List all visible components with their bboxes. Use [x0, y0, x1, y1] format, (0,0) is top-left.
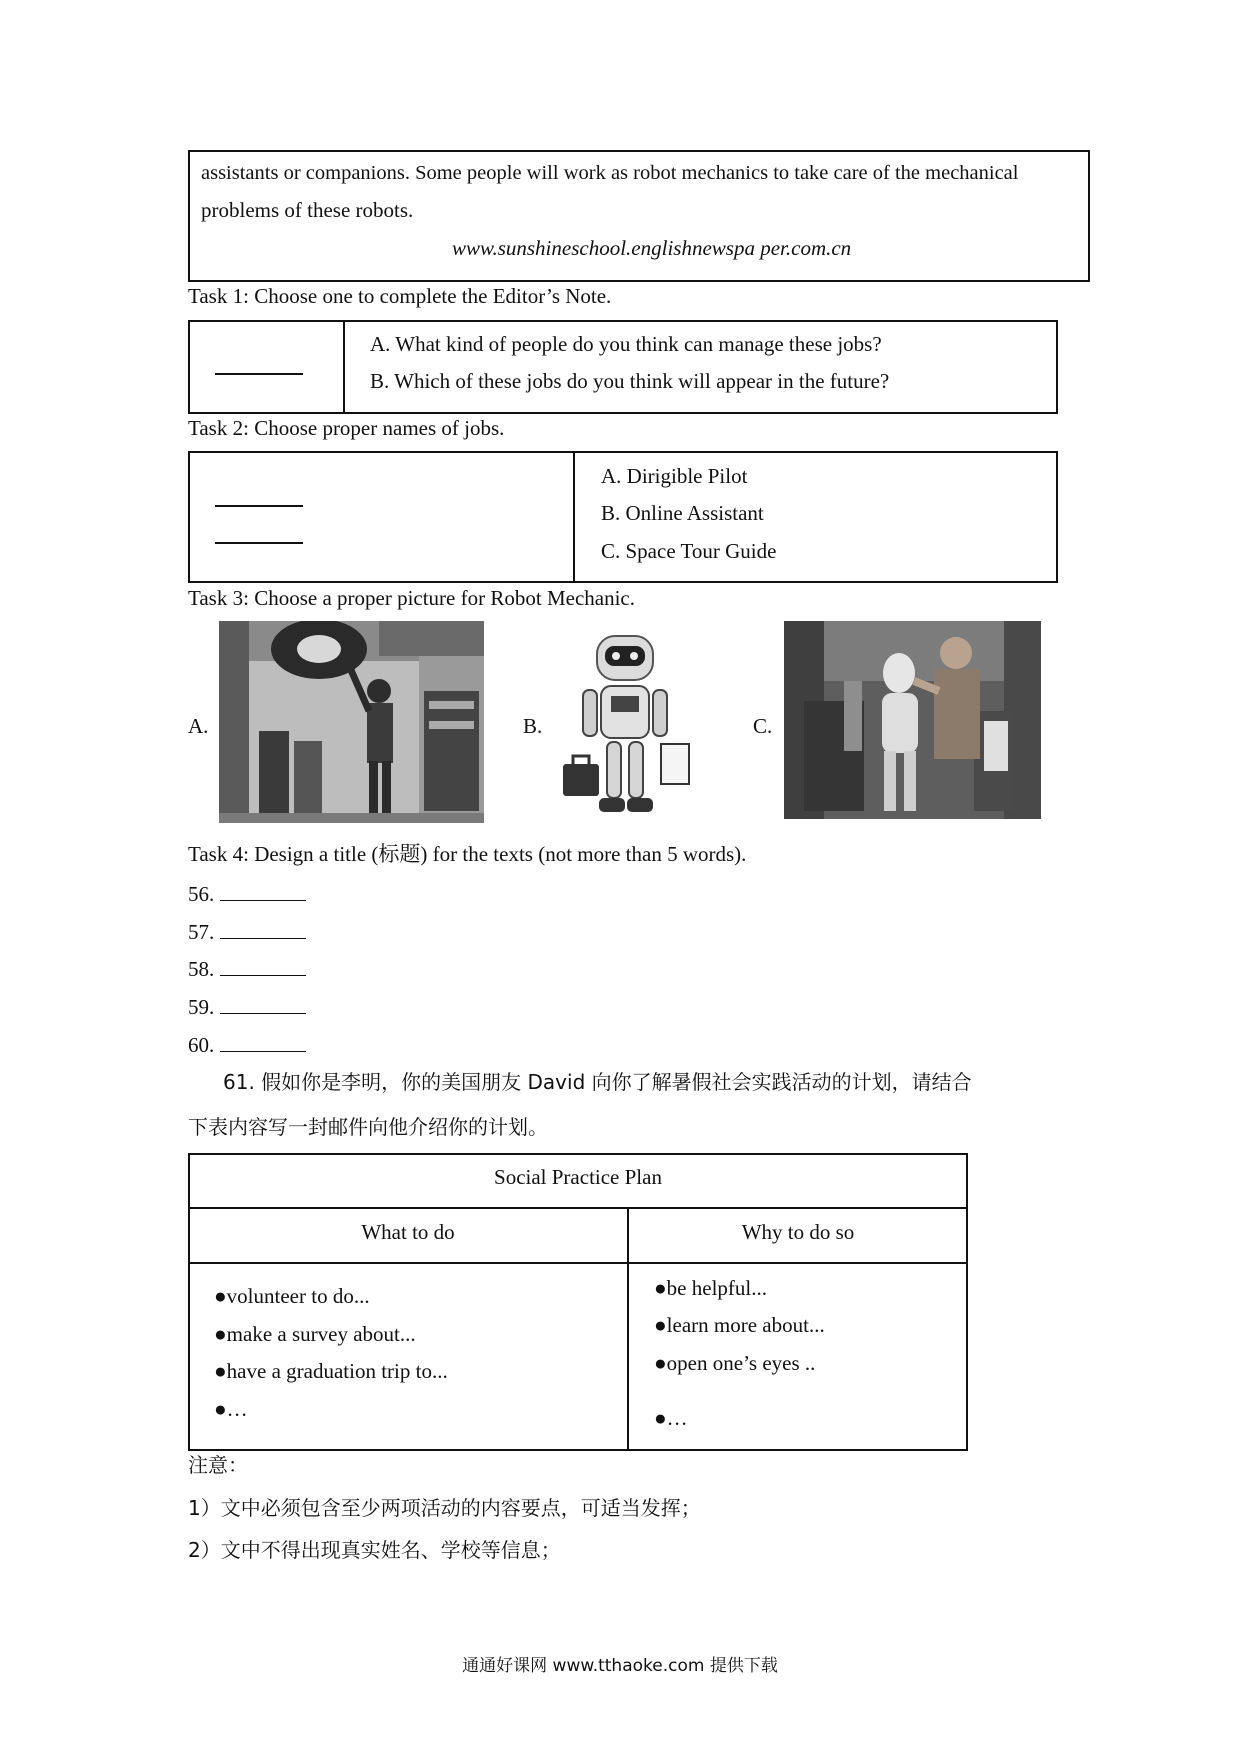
- answer-number: 59.: [188, 995, 215, 1019]
- answer-number: 60.: [188, 1033, 215, 1057]
- picture-c-label: C.: [753, 714, 773, 738]
- task1-option-a: A. What kind of people do you think can manage these jobs?: [370, 332, 882, 356]
- answer-line-60[interactable]: [188, 1033, 306, 1057]
- answer-line-58[interactable]: [188, 957, 306, 981]
- answer-blank[interactable]: [220, 882, 306, 901]
- task2-option-b: B. Online Assistant: [601, 501, 764, 525]
- plan-col-why-header: Why to do so: [741, 1220, 855, 1244]
- answer-blank[interactable]: [220, 920, 306, 939]
- task1-option-b: B. Which of these jobs do you think will appear in the future?: [370, 369, 890, 393]
- picture-a-label: A.: [188, 714, 209, 738]
- task2-divider: [573, 451, 575, 583]
- task2-answer-blank-1[interactable]: [215, 505, 303, 507]
- task4-title: Task 4: Design a title (标题) for the texts (not more than 5 words).: [188, 842, 747, 866]
- q61-line-2: 下表内容写一封邮件向他介绍你的计划。: [188, 1115, 548, 1139]
- answer-blank[interactable]: [220, 1033, 306, 1052]
- notes-item-1: 1）文中必须包含至少两项活动的内容要点，可适当发挥；: [188, 1496, 701, 1520]
- passage-source: www.sunshineschool.englishnewspa per.com.cn: [452, 236, 852, 260]
- answer-blank[interactable]: [220, 957, 306, 976]
- passage-line-2: problems of these robots.: [201, 198, 414, 222]
- task3-title: Task 3: Choose a proper picture for Robot Mechanic.: [188, 586, 635, 610]
- task2-option-c: C. Space Tour Guide: [601, 539, 777, 563]
- plan-why-item-1: ●be helpful...: [654, 1276, 767, 1300]
- plan-why-item-3: ●open one’s eyes ..: [654, 1351, 816, 1375]
- picture-b-robot[interactable]: [553, 624, 699, 824]
- plan-why-item-4: ●…: [654, 1406, 688, 1430]
- answer-line-59[interactable]: [188, 995, 306, 1019]
- picture-c-robot-repair[interactable]: [784, 621, 1041, 819]
- picture-b-label: B.: [523, 714, 543, 738]
- task1-title: Task 1: Choose one to complete the Editor’s Note.: [188, 284, 612, 308]
- plan-col-what-header: What to do: [361, 1220, 455, 1244]
- plan-table-title: Social Practice Plan: [494, 1165, 662, 1189]
- task1-answer-blank[interactable]: [215, 373, 303, 375]
- page-footer: 通通好课网 www.tthaoke.com 提供下载: [462, 1656, 778, 1676]
- plan-what-item-4: ●…: [214, 1397, 248, 1421]
- q61-line-1: 61. 假如你是李明，你的美国朋友 David 向你了解暑假社会实践活动的计划，请结合: [223, 1070, 972, 1094]
- answer-line-56[interactable]: [188, 882, 306, 906]
- answer-number: 57.: [188, 920, 215, 944]
- plan-what-item-3: ●have a graduation trip to...: [214, 1359, 448, 1383]
- answer-line-57[interactable]: [188, 920, 306, 944]
- picture-a-car-mechanic[interactable]: [219, 621, 484, 823]
- notes-heading: 注意：: [188, 1453, 248, 1477]
- answer-number: 56.: [188, 882, 215, 906]
- task1-divider: [343, 320, 345, 414]
- notes-item-2: 2）文中不得出现真实姓名、学校等信息；: [188, 1538, 561, 1562]
- task2-title: Task 2: Choose proper names of jobs.: [188, 416, 505, 440]
- passage-line-1: assistants or companions. Some people will work as robot mechanics to take care of the mechanical: [201, 162, 1019, 184]
- task2-option-a: A. Dirigible Pilot: [601, 464, 748, 488]
- plan-table-rule-2: [188, 1262, 968, 1264]
- plan-what-item-1: ●volunteer to do...: [214, 1284, 370, 1308]
- plan-why-item-2: ●learn more about...: [654, 1313, 825, 1337]
- plan-table-rule-1: [188, 1207, 968, 1209]
- answer-number: 58.: [188, 957, 215, 981]
- answer-blank[interactable]: [220, 995, 306, 1014]
- plan-what-item-2: ●make a survey about...: [214, 1322, 416, 1346]
- task2-answer-blank-2[interactable]: [215, 542, 303, 544]
